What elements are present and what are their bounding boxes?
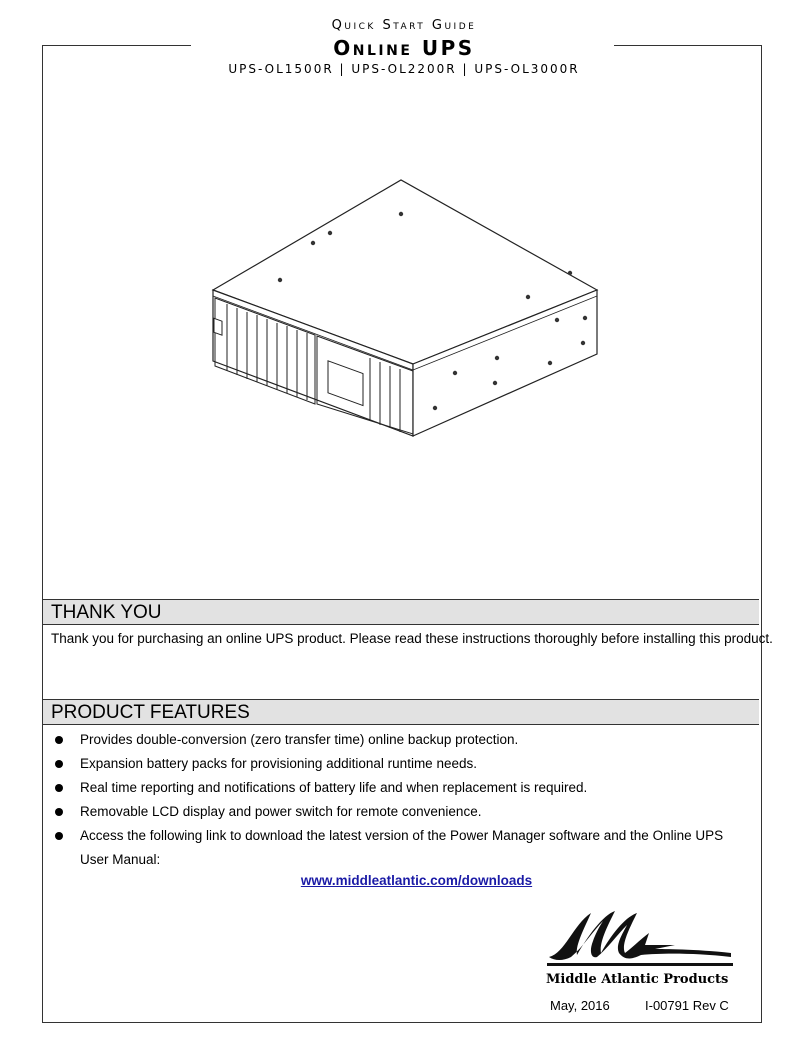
bullet-icon [55,760,63,768]
thank-you-heading: THANK YOU [43,599,759,625]
document-revision: I-00791 Rev C [645,998,729,1013]
list-item [52,776,752,800]
feature-text: Expansion battery packs for provisioning additional runtime needs. [80,756,477,771]
model-list: UPS-OL1500R | UPS-OL2200R | UPS-OL3000R [228,62,580,76]
frame-top-left-rule [42,45,191,46]
list-item [52,728,752,752]
feature-text: Real time reporting and notifications of battery life and when replacement is required. [80,780,588,795]
feature-text: Access the following link to download the latest version of the Power Manager software and the Online UPS User Manual: [80,828,724,867]
features-list [52,728,752,872]
feature-text: Provides double-conversion (zero transfer time) online backup protection. [80,732,519,747]
list-item [52,824,752,872]
frame-top-right-rule [614,45,761,46]
ups-illustration [205,178,605,440]
publish-date: May, 2016 [550,998,610,1013]
bullet-icon [55,784,63,792]
list-item [52,800,752,824]
bullet-icon [55,736,63,744]
list-item [52,752,752,776]
doc-title: Online UPS [333,36,475,60]
thank-you-text: Thank you for purchasing an online UPS product. Please read these instructions thoroughly before installing this product. [51,631,773,646]
bullet-icon [55,832,63,840]
downloads-link[interactable]: www.middleatlantic.com/downloads [300,873,533,888]
feature-text: Removable LCD display and power switch for remote convenience. [80,804,482,819]
features-heading: PRODUCT FEATURES [43,699,759,725]
bullet-icon [55,808,63,816]
doc-type: Quick Start Guide [331,18,477,33]
logo-text: Middle Atlantic Products [546,972,729,987]
